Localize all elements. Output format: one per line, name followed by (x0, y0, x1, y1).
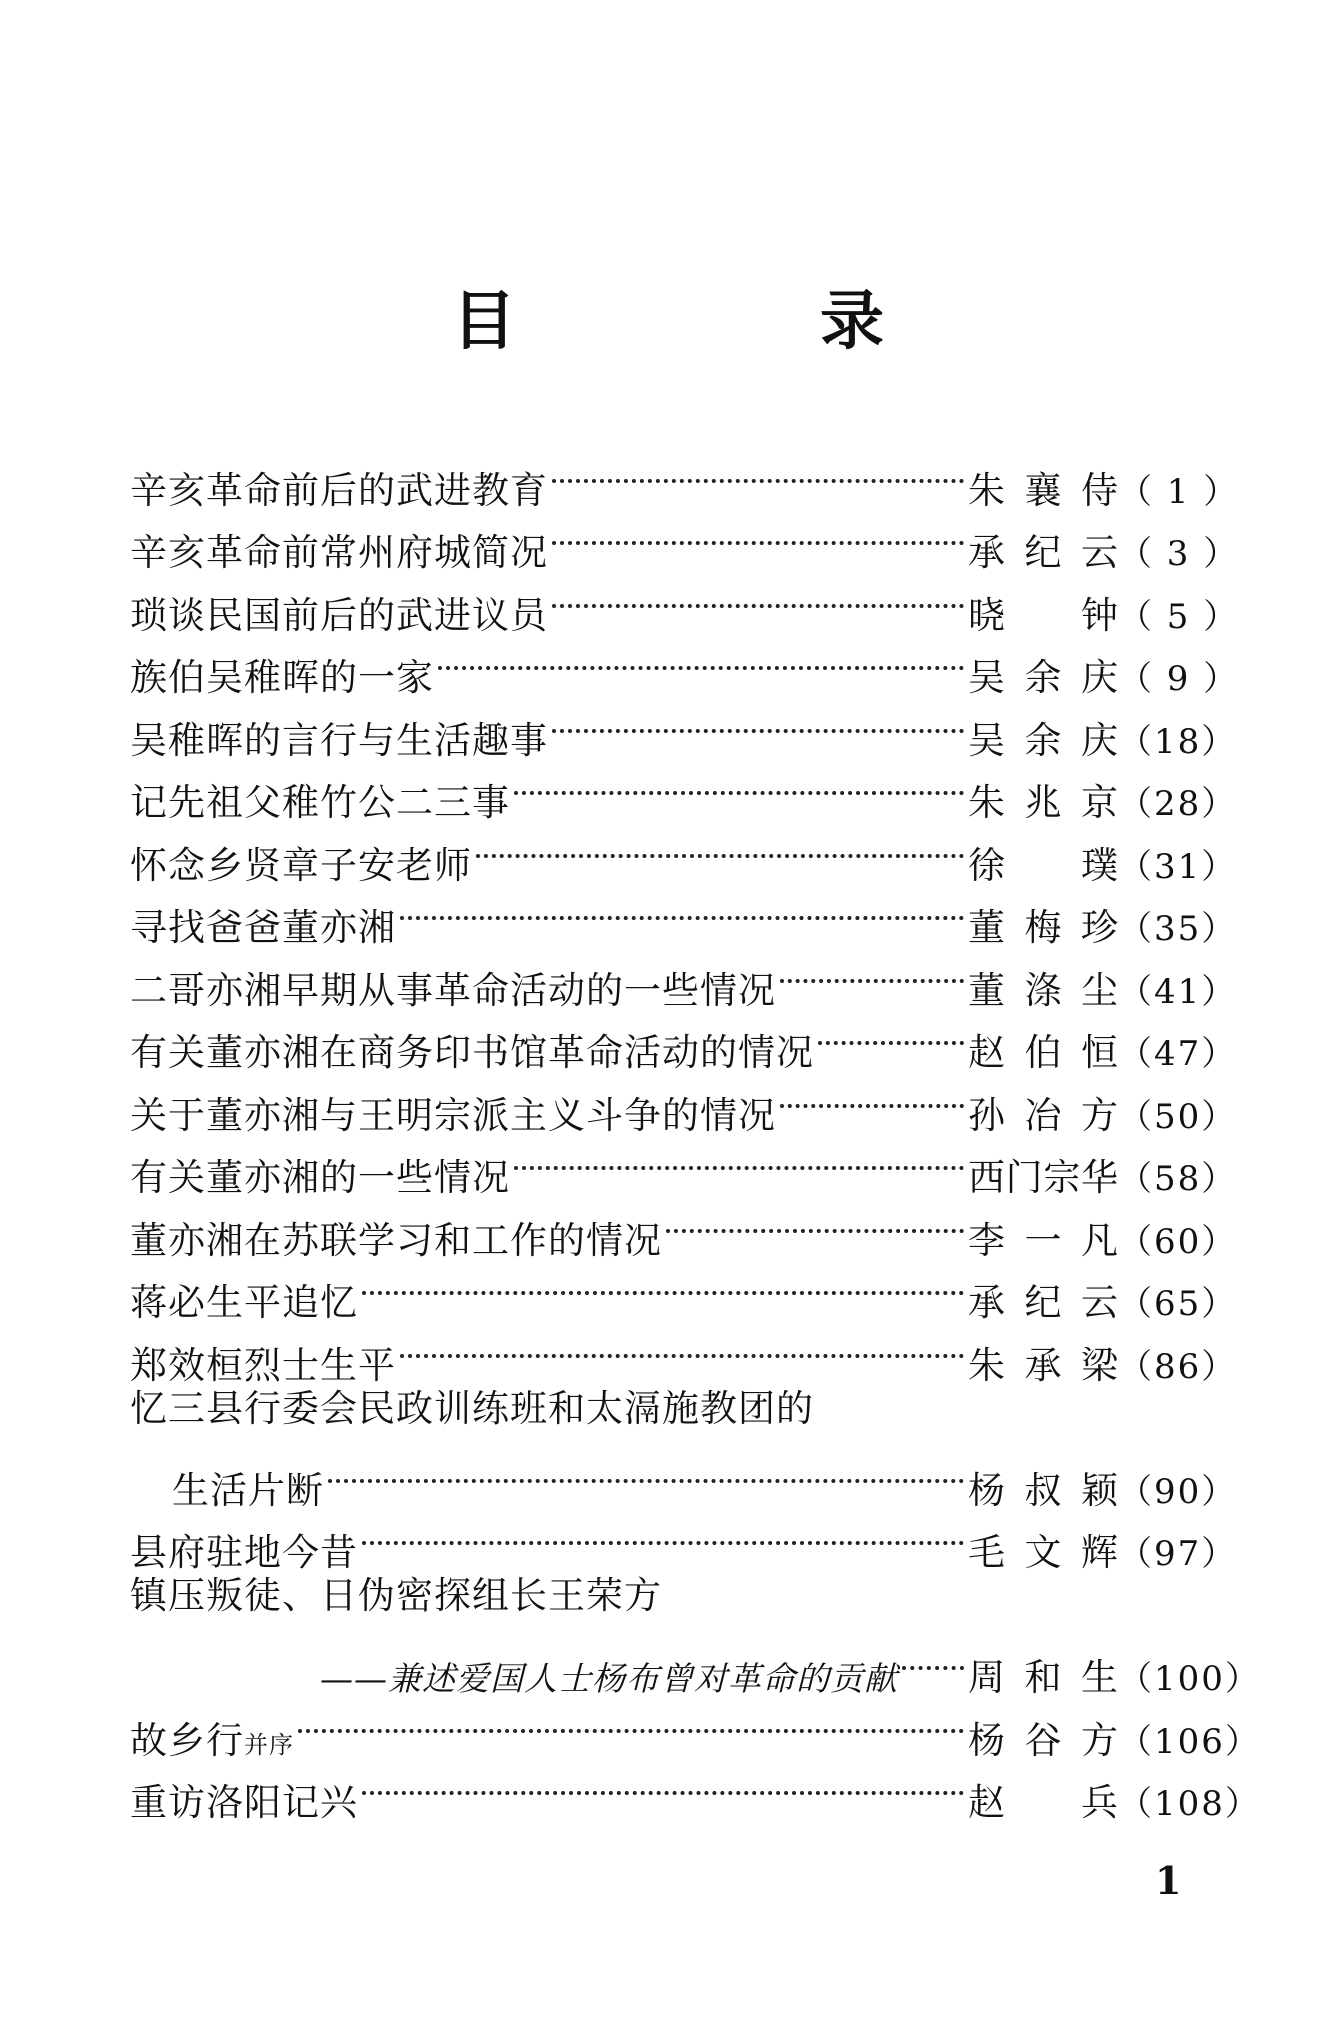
entry-page: （97） (1118, 1534, 1238, 1574)
entry-author: 赵伯恒 (968, 1031, 1118, 1074)
entry-page: （ 1 ） (1118, 471, 1240, 512)
entry-author: 承纪云 (968, 531, 1118, 574)
entry-page: （18） (1118, 721, 1238, 762)
entry-title-wrap (130, 1710, 294, 1777)
entry-title: 辛亥革命前常州府城简况 (130, 531, 548, 574)
entry-title: 有关董亦湘的一些情况 (130, 1156, 510, 1199)
dot-leader (552, 503, 964, 566)
entry-page: （108） (1118, 1784, 1261, 1824)
entry-author: 承纪云 (968, 1281, 1118, 1324)
dot-leader (780, 1065, 964, 1128)
entry-title: 镇压叛徒、日伪密探组长王荣方 (130, 1574, 662, 1617)
entry-title: 忆三县行委会民政训练班和太滆施教团的 (130, 1386, 814, 1430)
entry-title: 县府驻地今昔 (130, 1531, 358, 1574)
entry-title: 郑效桓烈士生平 (130, 1343, 396, 1387)
dot-leader (400, 878, 964, 941)
entry-page: （50） (1118, 1096, 1238, 1137)
dot-leader (666, 1190, 964, 1253)
toc-entry-subtitle (130, 1628, 1261, 1699)
entry-title: 琐谈民国前后的武进议员 (130, 593, 548, 637)
entry-author: 吴余庆 (968, 656, 1118, 699)
entry-title: 族伯吴稚晖的一家 (130, 656, 434, 699)
entry-page: （60） (1118, 1221, 1238, 1262)
entry-page: （65） (1118, 1284, 1238, 1324)
dot-leader (514, 753, 964, 816)
dot-leader (362, 1753, 964, 1816)
table-of-contents (130, 440, 1261, 1824)
entry-page: （ 5 ） (1118, 596, 1240, 637)
dot-leader (552, 565, 964, 628)
entry-page: （ 9 ） (1118, 659, 1240, 699)
dot-leader (362, 1253, 964, 1316)
entry-author: 西门宗华 (968, 1156, 1118, 1199)
entry-title: 怀念乡贤章子安老师 (130, 843, 472, 887)
entry-page: （41） (1118, 971, 1238, 1012)
toc-entry (130, 440, 1240, 512)
dot-leader (298, 1690, 964, 1753)
entry-page: （ 3 ） (1118, 534, 1240, 574)
entry-author: 吴余庆 (968, 718, 1118, 762)
entry-author: 李一凡 (968, 1218, 1118, 1262)
dot-leader (476, 815, 964, 878)
entry-page: （90） (1118, 1471, 1238, 1512)
entry-author: 朱襄侍 (968, 468, 1118, 512)
toc-entry (130, 1440, 1238, 1512)
dot-leader (552, 690, 964, 753)
entry-author: 董梅珍 (968, 906, 1118, 949)
dot-leader (552, 440, 964, 503)
entry-title: 有关董亦湘在商务印书馆革命活动的情况 (130, 1031, 814, 1074)
entry-author: 徐 璞 (968, 843, 1118, 887)
dot-leader (514, 1128, 964, 1191)
entry-author: 毛文辉 (968, 1531, 1118, 1574)
entry-title: 辛亥革命前后的武进教育 (130, 468, 548, 512)
entry-title: 吴稚晖的言行与生活趣事 (130, 718, 548, 762)
entry-title: 故乡行 (130, 1718, 244, 1762)
dot-leader (328, 1440, 964, 1503)
entry-author: 孙冶方 (968, 1093, 1118, 1137)
entry-page: （31） (1118, 846, 1238, 887)
entry-title: 董亦湘在苏联学习和工作的情况 (130, 1218, 662, 1262)
entry-author: 朱承梁 (968, 1343, 1118, 1387)
entry-author: 杨谷方 (968, 1718, 1118, 1762)
dot-leader (818, 1003, 964, 1066)
entry-page: （86） (1118, 1346, 1238, 1387)
entry-author: 赵 兵 (968, 1781, 1118, 1824)
entry-author: 朱兆京 (968, 781, 1118, 824)
entry-title: 记先祖父稚竹公二三事 (130, 781, 510, 824)
page-number: 1 (1155, 1858, 1182, 1903)
entry-title: 关于董亦湘与王明宗派主义斗争的情况 (130, 1093, 776, 1137)
entry-title: 二哥亦湘早期从事革命活动的一些情况 (130, 968, 776, 1012)
entry-page: （35） (1118, 909, 1238, 949)
dot-leader (362, 1503, 964, 1566)
entry-author: 杨叔颖 (968, 1468, 1118, 1512)
entry-page: （58） (1118, 1159, 1238, 1199)
dot-leader (780, 940, 964, 1003)
entry-author: 周和生 (968, 1656, 1118, 1699)
entry-title: ——兼述爱国人士杨布曾对革命的贡献 (320, 1659, 898, 1698)
entry-author: 晓 钟 (968, 593, 1118, 637)
entry-author: 董涤尘 (968, 968, 1118, 1012)
dot-leader (400, 1315, 964, 1378)
entry-page: （47） (1118, 1034, 1238, 1074)
dot-leader (438, 628, 964, 691)
page-title: 目 录 (452, 284, 1004, 359)
entry-page: （28） (1118, 784, 1238, 824)
entry-note: 并序 (244, 1730, 294, 1759)
dot-leader (902, 1628, 964, 1691)
entry-page: （106） (1118, 1721, 1261, 1762)
entry-page: （100） (1118, 1659, 1261, 1699)
entry-title: 蒋必生平追忆 (130, 1281, 358, 1324)
entry-title: 寻找爸爸董亦湘 (130, 906, 396, 949)
entry-title: 重访洛阳记兴 (130, 1781, 358, 1824)
entry-title: 生活片断 (172, 1468, 324, 1512)
